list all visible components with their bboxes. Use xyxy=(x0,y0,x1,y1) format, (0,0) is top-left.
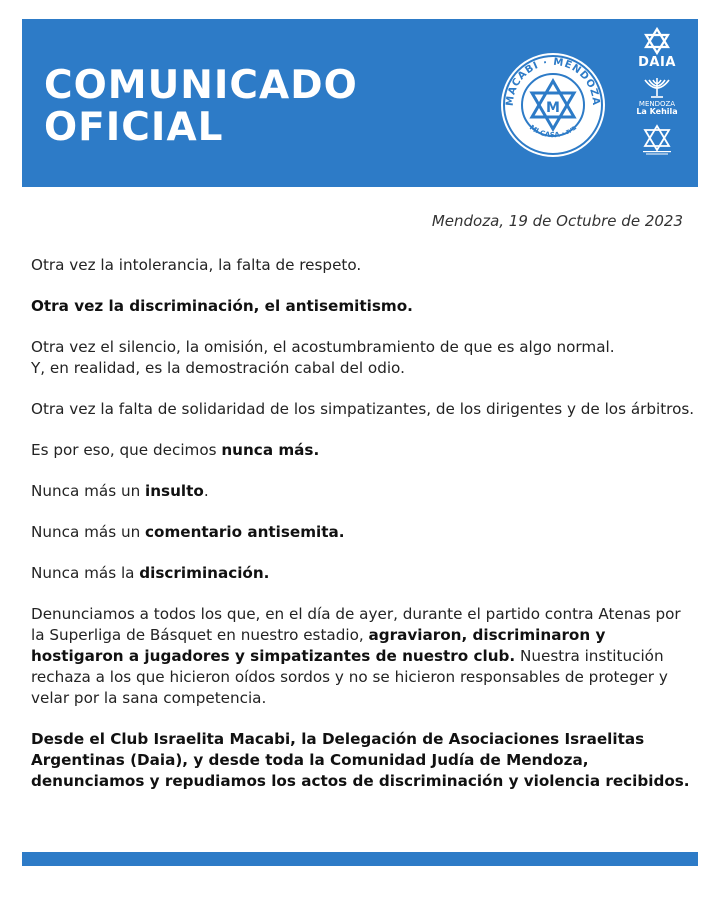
daia-logo-text: DAIA xyxy=(638,55,676,70)
kehila-city: MENDOZA xyxy=(638,100,676,108)
paragraph xyxy=(31,481,699,502)
community-emblem-icon xyxy=(640,124,674,156)
kehila-name: La Kehila xyxy=(636,107,678,116)
text-run: Nunca más la xyxy=(31,564,140,582)
paragraph xyxy=(31,563,699,584)
paragraph: Otra vez la falta de solidaridad de los simpatizantes, de los dirigentes y de los árbitros. xyxy=(31,400,695,418)
text-run: Nunca más un xyxy=(31,482,146,500)
paragraph xyxy=(31,604,699,709)
emphasis: insulto xyxy=(145,482,204,500)
paragraph-line: Otra vez el silencio, la omisión, el acostumbramiento de que es algo normal. xyxy=(31,338,615,356)
closing-paragraph: Desde el Club Israelita Macabi, la Delegación de Asociaciones Israelitas Argentinas (Daia), y desde toda la Comunidad Judía de Mendoza, denunciamos y repudiamos los actos de discriminación y violencia recibidos. xyxy=(31,730,690,790)
kehila-logo-text xyxy=(622,100,692,116)
text-run: . xyxy=(203,482,209,500)
title-line-1: COMUNICADO xyxy=(44,63,358,108)
paragraph xyxy=(31,440,699,461)
text-run: Nunca más un xyxy=(31,523,146,541)
footer-bar xyxy=(22,852,698,866)
page-title xyxy=(44,65,358,149)
seal-center-letter: M xyxy=(546,100,560,116)
paragraph: Otra vez la intolerancia, la falta de respeto. xyxy=(31,256,362,274)
title-line-2: OFICIAL xyxy=(44,105,224,150)
seal-top-text: MACABI · MENDOZA xyxy=(504,56,602,107)
emphasis: comentario antisemita. xyxy=(145,523,345,541)
header-banner xyxy=(22,19,698,187)
partner-logos xyxy=(622,27,692,185)
emphasis: discriminación. xyxy=(139,564,270,582)
paragraph xyxy=(31,337,699,379)
seal-bottom-text: MI CASA · בית xyxy=(527,123,579,140)
emphasis: nunca más. xyxy=(221,441,320,459)
text-run: Denunciamos a todos los que, en el día de ayer, durante el partido contra Atenas por la Superliga de Básquet en nuestro estadio, xyxy=(31,605,681,644)
menorah-icon xyxy=(642,76,672,100)
text-run: Nuestra institución rechaza a los que hicieron oídos sordos y no se hicieron responsables de proteger y velar por la sana competencia. xyxy=(31,647,668,707)
date-line: Mendoza, 19 de Octubre de 2023 xyxy=(431,212,683,230)
emphasis: agraviaron, discriminaron y hostigaron a jugadores y simpatizantes de nuestro club. xyxy=(31,626,606,665)
paragraph xyxy=(31,522,699,543)
text-run: Es por eso, que decimos xyxy=(31,441,222,459)
macabi-mendoza-seal-logo xyxy=(499,51,607,159)
star-of-david-icon xyxy=(643,27,671,55)
paragraph-bold: Otra vez la discriminación, el antisemitismo. xyxy=(31,297,413,315)
paragraph-line: Y, en realidad, es la demostración cabal del odio. xyxy=(31,359,405,377)
communique-body xyxy=(31,255,699,812)
